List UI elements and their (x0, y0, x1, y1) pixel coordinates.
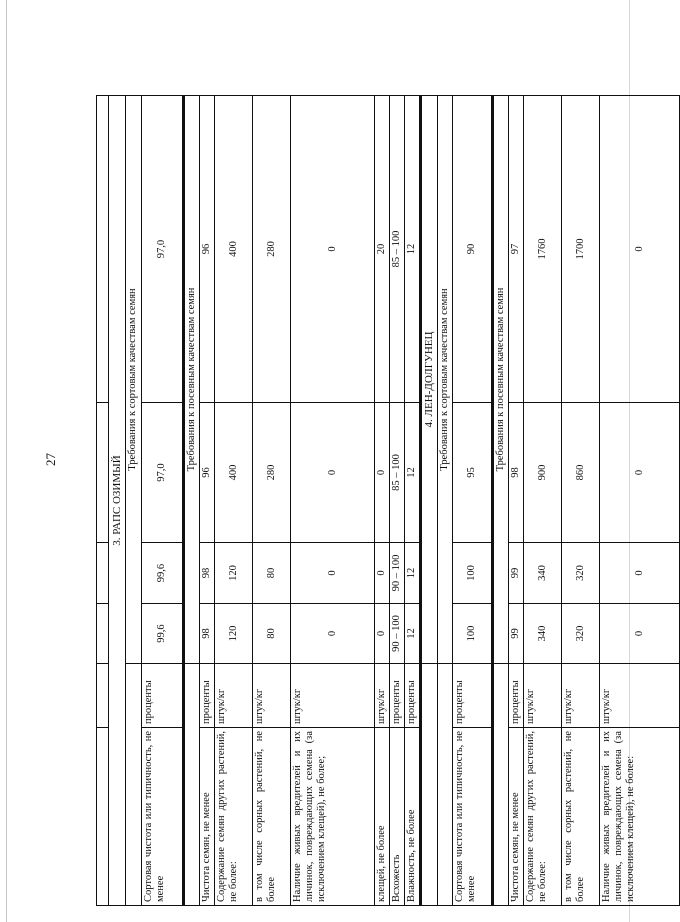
row-unit: штук/кг (375, 664, 390, 728)
section-title-flax: 4. ЛЕН-ДОЛГУНЕЦ (421, 96, 438, 664)
subheader-varietal-rapeseed: Требования к сортовым качествам семян (126, 96, 142, 664)
cell-value: 120 (215, 604, 253, 664)
cell-value: 96 (200, 96, 215, 403)
row-label: в том числе сорных растений, не более (562, 728, 600, 906)
row-unit: проценты (142, 664, 184, 728)
cell-value: 400 (215, 403, 253, 543)
cell-value: 99,6 (142, 543, 184, 604)
cell-value: 280 (253, 96, 291, 403)
table-row (405, 96, 421, 906)
row-unit: штук/кг (253, 664, 291, 728)
row-label: Содержание семян других растений, не более: (215, 728, 253, 906)
cell-value: 96 (200, 403, 215, 543)
scan-edge-left (6, 0, 7, 922)
cell-value: 80 (253, 604, 291, 664)
row-label: Всхожесть (390, 728, 405, 906)
table-row (200, 96, 215, 906)
subheader-sowing-rapeseed: Требования к посевным качествам семян (184, 96, 200, 664)
row-label: Сортовая чистота или типичность, не менее (453, 728, 493, 906)
cell-value: 1700 (562, 96, 600, 403)
table-top-spacer-row (97, 96, 109, 906)
cell-value: 0 (291, 604, 375, 664)
subheader-sowing-flax: Требования к посевным качествам семян (493, 96, 509, 664)
cell-value: 99 (509, 604, 524, 664)
cell-value: 12 (405, 403, 421, 543)
section-title-rapeseed: 3. РАПС ОЗИМЫЙ (109, 96, 126, 906)
table-row (390, 96, 405, 906)
table-row (600, 96, 680, 906)
cell-value: 0 (600, 604, 680, 664)
cell-value: 97,0 (142, 96, 184, 403)
subheader-row (493, 96, 509, 906)
cell-value: 97,0 (142, 403, 184, 543)
cell-value: 99 (509, 543, 524, 604)
row-unit: проценты (453, 664, 493, 728)
table-row (509, 96, 524, 906)
table-row (524, 96, 562, 906)
row-unit: штук/кг (524, 664, 562, 728)
cell-value: 85 – 100 (390, 96, 405, 403)
table-row (291, 96, 375, 906)
cell-value: 0 (600, 96, 680, 403)
cell-value: 340 (524, 543, 562, 604)
row-label: Сортовая чистота или типичность, не менее (142, 728, 184, 906)
cell-value: 0 (375, 403, 390, 543)
cell-value: 280 (253, 403, 291, 543)
subheader-row (184, 96, 200, 906)
cell-value: 400 (215, 96, 253, 403)
row-unit: проценты (405, 664, 421, 728)
cell-value: 0 (375, 543, 390, 604)
row-unit: проценты (509, 664, 524, 728)
cell-value: 100 (453, 543, 493, 604)
cell-value: 12 (405, 96, 421, 403)
cell-value: 20 (375, 96, 390, 403)
table-row (215, 96, 253, 906)
row-unit: штук/кг (562, 664, 600, 728)
row-unit: штук/кг (291, 664, 375, 728)
rotated-table-page (96, 96, 645, 906)
cell-value: 97 (509, 96, 524, 403)
cell-value: 98 (200, 543, 215, 604)
row-unit: проценты (390, 664, 405, 728)
cell-value: 90 – 100 (390, 604, 405, 664)
table-row (453, 96, 493, 906)
cell-value: 860 (562, 403, 600, 543)
row-label: Влажность, не более (405, 728, 421, 906)
row-label: Наличие живых вредителей и их личинок, повреждающих семена (за исключением клещей), не более: (600, 728, 680, 906)
cell-value: 90 – 100 (390, 543, 405, 604)
row-label: Наличие живых вредителей и их личинок, повреждающих семена (за исключением клещей), не более; (291, 728, 375, 906)
row-label: клещей, не более (375, 728, 390, 906)
cell-value: 12 (405, 604, 421, 664)
table-row (142, 96, 184, 906)
seed-quality-table (96, 95, 680, 906)
cell-value: 99,6 (142, 604, 184, 664)
cell-value: 98 (509, 403, 524, 543)
cell-value: 120 (215, 543, 253, 604)
cell-value: 0 (375, 604, 390, 664)
cell-value: 1760 (524, 96, 562, 403)
row-unit: штук/кг (600, 664, 680, 728)
table-row (562, 96, 600, 906)
cell-value: 90 (453, 96, 493, 403)
page-number: 27 (43, 453, 58, 466)
cell-value: 12 (405, 543, 421, 604)
row-label: Чистота семян, не менее (509, 728, 524, 906)
row-label: в том числе сорных растений, не более (253, 728, 291, 906)
section-title-row (109, 96, 126, 906)
cell-value: 900 (524, 403, 562, 543)
row-unit: проценты (200, 664, 215, 728)
subheader-varietal-flax: Требования к сортовым качествам семян (437, 96, 452, 664)
cell-value: 98 (200, 604, 215, 664)
row-label: Чистота семян, не менее (200, 728, 215, 906)
section-title-row (421, 96, 438, 906)
cell-value: 0 (600, 543, 680, 604)
table-row (375, 96, 390, 906)
cell-value: 80 (253, 543, 291, 604)
cell-value: 0 (291, 543, 375, 604)
cell-value: 100 (453, 604, 493, 664)
subheader-row (437, 96, 452, 906)
row-unit: штук/кг (215, 664, 253, 728)
cell-value: 95 (453, 403, 493, 543)
cell-value: 0 (291, 96, 375, 403)
cell-value: 320 (562, 604, 600, 664)
cell-value: 340 (524, 604, 562, 664)
cell-value: 85 – 100 (390, 403, 405, 543)
cell-value: 320 (562, 543, 600, 604)
subheader-row (126, 96, 142, 906)
table-row (253, 96, 291, 906)
cell-value: 0 (291, 403, 375, 543)
row-label: Содержание семян других растений, не более: (524, 728, 562, 906)
cell-value: 0 (600, 403, 680, 543)
